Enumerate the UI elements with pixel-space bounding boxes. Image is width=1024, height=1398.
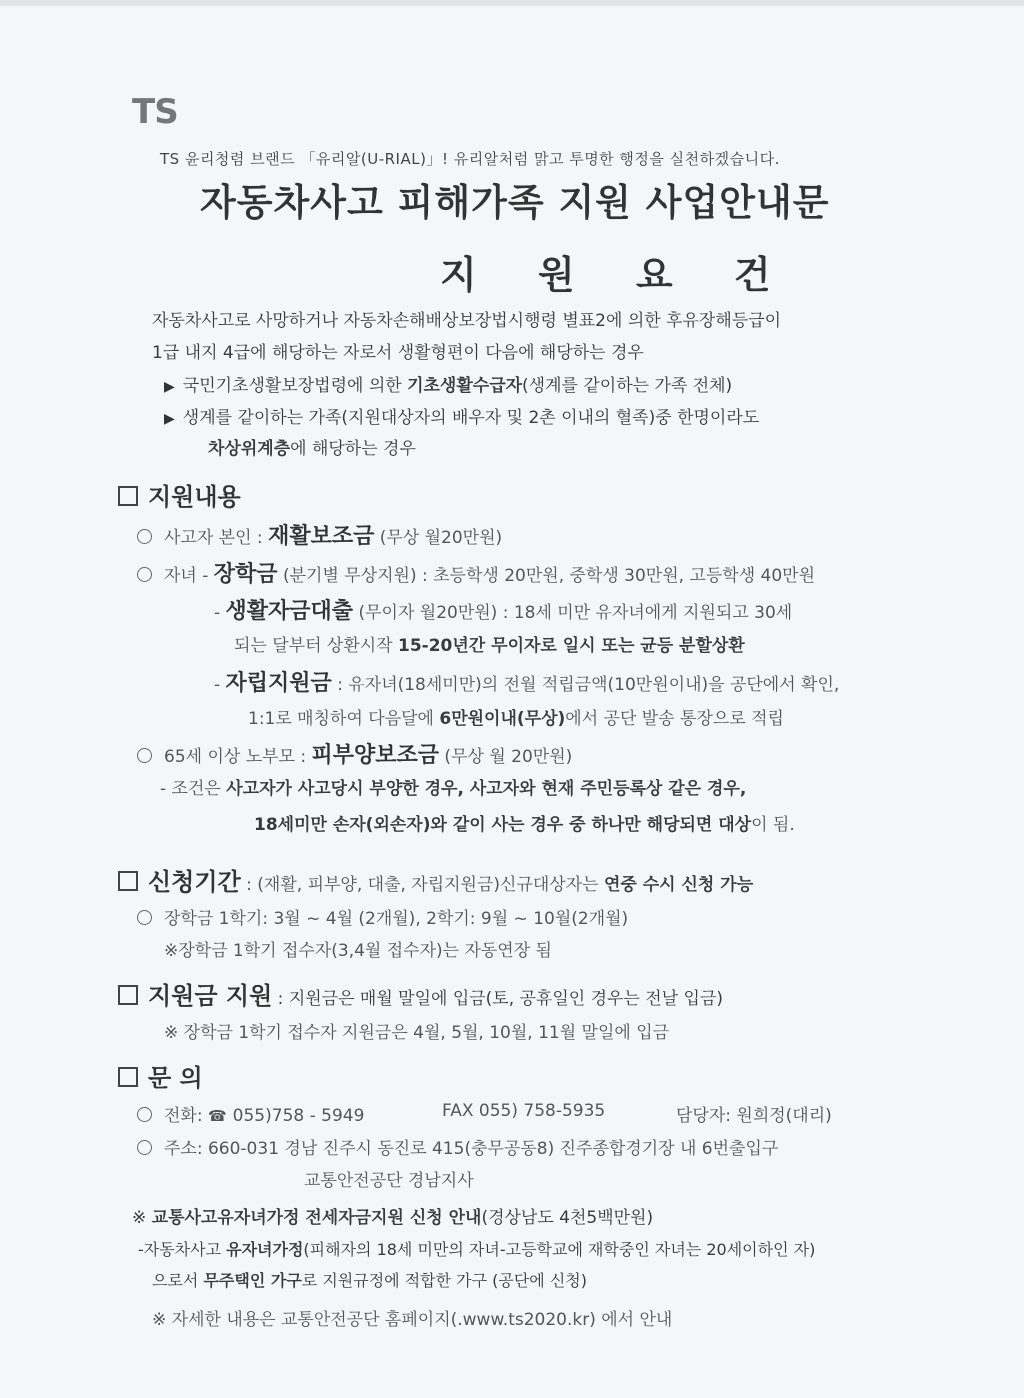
contact-address: 주소: 660-031 경남 진주시 동진로 415(충무공동8) 진주종합경기장 내 6번출입구 [137,1134,778,1159]
checkbox-square-icon [118,1067,138,1087]
contact-phone-row: 전화: ☎ 055)758 - 5949 [137,1101,364,1126]
contact-person: 담당자: 원희정(대리) [676,1106,832,1126]
period-note: ※장학금 1학기 접수자(3,4월 접수자)는 자동연장 됨 [164,941,552,961]
slogan: TS 윤리청렴 브랜드 「유리알(U-RIAL)」! 유리알처럼 맑고 투명한 행정을 실천하겠습니다. [160,150,780,168]
period-heading: 신청기간 : (재활, 피부양, 대출, 자립지원금)신규대상자는 연중 수시 신청 가능 [118,862,753,897]
footer-line2: 으로서 무주택인 가구로 지원규정에 적합한 가구 (공단에 신청) [152,1271,587,1290]
checkbox-square-icon [118,486,138,506]
support-elder: 65세 이상 노부모 : 피부양보조금 (무상 월 20만원) [137,738,572,769]
footer-notice: ※ 교통사고유자녀가정 전세자금지원 신청 안내(경상남도 4천5백만원) [132,1208,654,1228]
document-title: 자동차사고 피해가족 지원 사업안내문 [200,181,830,224]
support-saving-cont: 1:1로 매칭하여 다음달에 6만원이내(무상)에서 공단 발송 통장으로 적립 [248,709,784,729]
contact-address-cont: 교통안전공단 경남지사 [304,1171,474,1191]
triangle-bullet-icon: ▶ [164,411,175,427]
support-condition-cont: 18세미만 손자(외손자)와 같이 사는 경우 중 하나만 해당되면 대상이 됨. [254,815,795,835]
requirements-line1: 자동차사고로 사망하거나 자동차손해배상보장법시행령 별표2에 의한 후유장해등급이 [152,311,782,331]
support-condition: - 조건은 사고자가 사고당시 부양한 경우, 사고자와 현재 주민등록상 같은 경우, [160,779,747,799]
requirements-bullet2: ▶ 생계를 같이하는 가족(지원대상자의 배우자 및 2촌 이내의 혈족)중 한명이라도 [164,408,760,428]
checkbox-square-icon [118,871,138,891]
footer-website-note: ※ 자세한 내용은 교통안전공단 홈페이지(.www.ts2020.kr) 에서 안내 [152,1310,673,1330]
circle-bullet-icon [137,567,152,582]
support-saving: - 자립지원금 : 유자녀(18세미만)의 전월 적립금액(10만원이내)을 공단에서 확인, [214,671,840,696]
contact-heading: 문 의 [118,1058,203,1093]
telephone-icon: ☎ [207,1107,227,1125]
circle-bullet-icon [137,1107,152,1122]
circle-bullet-icon [137,748,152,763]
payment-heading: 지원금 지원 : 지원금은 매월 말일에 입금(토, 공휴일인 경우는 전날 입금) [118,976,723,1011]
contact-fax: FAX 055) 758-5935 [442,1101,606,1121]
support-self: 사고자 본인 : 재활보조금 (무상 월20만원) [137,519,502,550]
requirements-line2: 1급 내지 4급에 해당하는 자로서 생활형편이 다음에 해당하는 경우 [152,343,644,363]
payment-note: ※ 장학금 1학기 접수자 지원금은 4월, 5월, 10월, 11월 말일에 입금 [164,1023,670,1043]
circle-bullet-icon [137,910,152,925]
ts-logo: TS [132,92,178,132]
support-heading: 지원내용 [118,477,241,512]
support-loan-cont: 되는 달부터 상환시작 15-20년간 무이자로 일시 또는 균등 분할상환 [234,636,745,656]
requirements-bullet1: ▶ 국민기초생활보장법령에 의한 기초생활수급자(생계를 같이하는 가족 전체) [164,376,733,396]
requirements-title: 지 원 요 건 [440,253,795,297]
checkbox-square-icon [118,985,138,1005]
circle-bullet-icon [137,529,152,544]
period-scholarship: 장학금 1학기: 3월 ~ 4월 (2개월), 2학기: 9월 ~ 10월(2개월) [137,904,628,929]
scan-edge [0,0,1024,6]
support-loan: - 생활자금대출 (무이자 월20만원) : 18세 미만 유자녀에게 지원되고 30세 [214,599,793,624]
triangle-bullet-icon: ▶ [164,379,175,395]
circle-bullet-icon [137,1140,152,1155]
support-child: 자녀 - 장학금 (분기별 무상지원) : 초등학생 20만원, 중학생 30만원, 고등학생 40만원 [137,557,815,588]
requirements-bullet2-cont: 차상위계층에 해당하는 경우 [208,439,416,459]
footer-line1: -자동차사고 유자녀가정(피해자의 18세 미만의 자녀-고등학교에 재학중인 자녀는 20세이하인 자) [138,1240,816,1259]
